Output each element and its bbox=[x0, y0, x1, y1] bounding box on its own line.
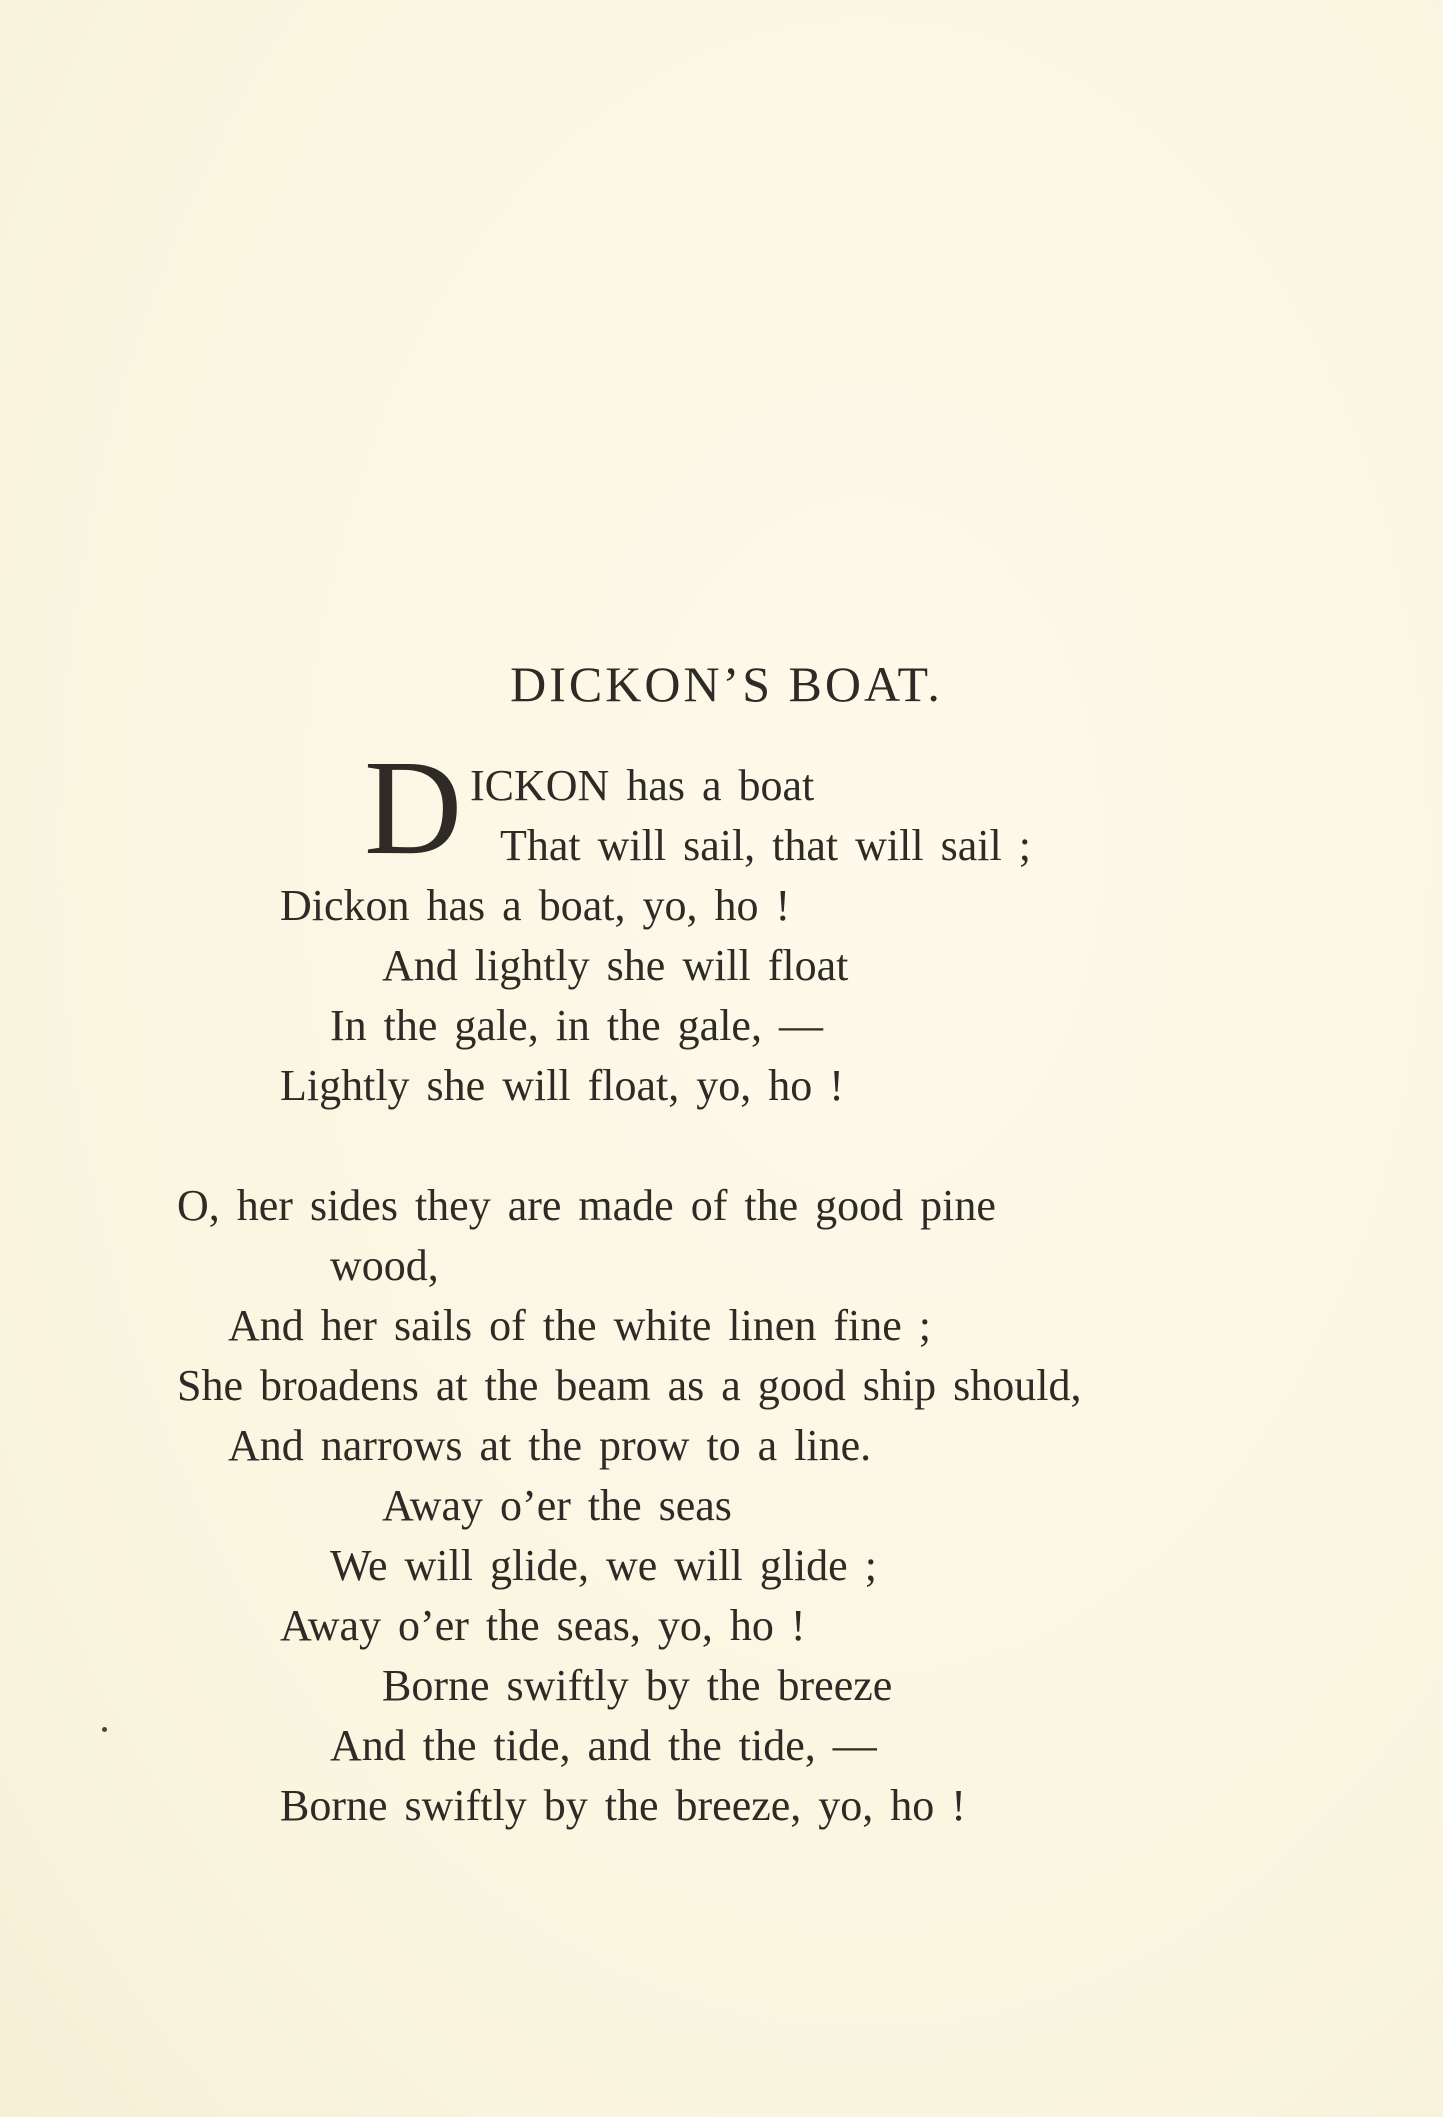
poem-line: Borne swiftly by the breeze bbox=[382, 1661, 893, 1710]
poem-line: And lightly she will float bbox=[382, 941, 849, 990]
poem-line: Away o’er the seas bbox=[382, 1481, 732, 1530]
poem-line: O, her sides they are made of the good pine bbox=[177, 1181, 996, 1230]
poem-line: And the tide, and the tide, — bbox=[330, 1721, 877, 1770]
poem-line: That will sail, that will sail ; bbox=[500, 821, 1031, 870]
poem-line: And narrows at the prow to a line. bbox=[228, 1421, 872, 1470]
poem-line: In the gale, in the gale, — bbox=[330, 1001, 823, 1050]
poem-title: DICKON’S BOAT. bbox=[510, 656, 943, 712]
drop-cap-initial: D bbox=[364, 733, 463, 883]
poem-line: And her sails of the white linen fine ; bbox=[228, 1301, 931, 1350]
poem-line: We will glide, we will glide ; bbox=[330, 1541, 877, 1590]
poem-line: wood, bbox=[330, 1241, 439, 1290]
poem-line: Dickon has a boat, yo, ho ! bbox=[280, 881, 791, 930]
ink-speck bbox=[102, 1727, 107, 1732]
poem-line: She broadens at the beam as a good ship should, bbox=[177, 1361, 1082, 1410]
poem-line: Lightly she will float, yo, ho ! bbox=[280, 1061, 844, 1110]
poem-line: Away o’er the seas, yo, ho ! bbox=[280, 1601, 806, 1650]
poem-line: ICKON has a boat bbox=[470, 761, 815, 810]
poem-line: Borne swiftly by the breeze, yo, ho ! bbox=[280, 1781, 966, 1830]
